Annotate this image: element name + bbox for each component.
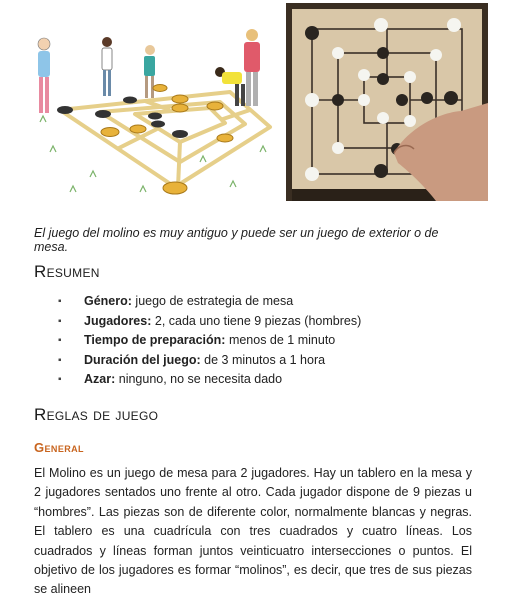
- item-value: menos de 1 minuto: [225, 333, 336, 348]
- list-item: [58, 331, 361, 351]
- item-value: juego de estrategia de mesa: [131, 294, 294, 308]
- outdoor-game-illustration: [30, 2, 276, 202]
- rules-paragraph: El Molino es un juego de mesa para 2 jugadores. Hay un tablero en la mesa y 2 jugadores sentados uno frente al otro. Cada jugador dispone de 9 piezas u “hombres”. Las piezas son de diferente color, normalmente blancas y negras. El tablero es una cuadrícula con tres cuadrados y cuatro líneas. Los cuadrados y líneas forman juntos veinticuatro intersecciones o puntos. El objetivo de los jugadores es formar “molinos”, es decir, que tres de sus piezas se alineen: [34, 466, 472, 597]
- item-label: Duración del juego:: [84, 352, 201, 367]
- item-value: de 3 minutos a 1 hora: [200, 352, 326, 367]
- item-label: Género:: [84, 294, 132, 308]
- bullet-icon: ▪: [58, 335, 62, 347]
- item-label: Azar:: [84, 372, 116, 387]
- item-label: Tiempo de preparación:: [84, 333, 226, 348]
- bullet-icon: ▪: [58, 296, 62, 307]
- list-item: [58, 351, 361, 371]
- list-item: [58, 370, 361, 390]
- subheading-general: General: [34, 440, 84, 455]
- bullet-icon: ▪: [58, 374, 62, 386]
- section-heading-summary: Resumen: [34, 262, 100, 281]
- list-item: [58, 292, 361, 312]
- item-value: ninguno, no se necesita dado: [115, 372, 283, 387]
- item-label: Jugadores:: [84, 313, 152, 328]
- bullet-icon: ▪: [58, 354, 62, 366]
- figure-caption: El juego del molino es muy antiguo y puede ser un juego de exterior o de mesa.: [34, 226, 439, 254]
- summary-list: [58, 292, 361, 390]
- item-value: 2, cada uno tiene 9 piezas (hombres): [151, 313, 362, 328]
- section-heading-rules: Reglas de juego: [34, 405, 159, 424]
- wooden-board-photo: [286, 3, 488, 201]
- list-item: [58, 312, 361, 332]
- bullet-icon: ▪: [58, 315, 62, 327]
